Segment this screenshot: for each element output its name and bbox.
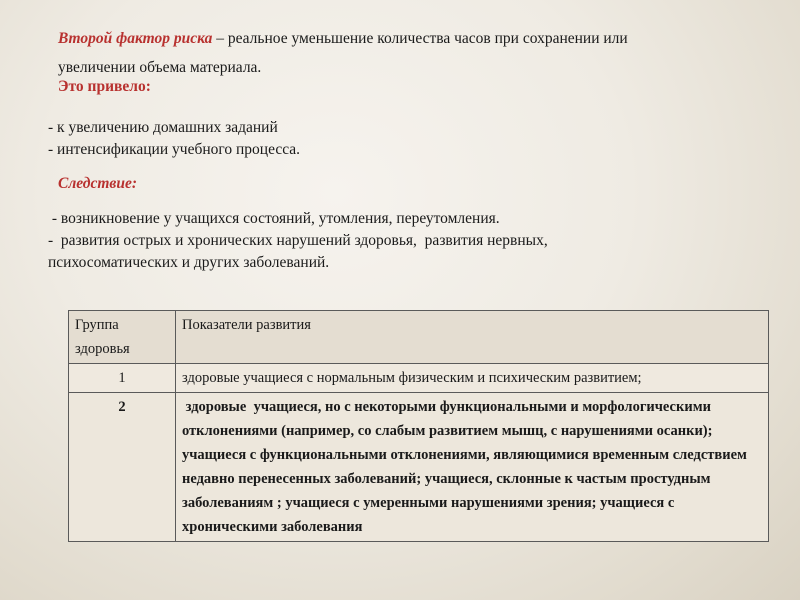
- consequences-list: [48, 208, 548, 274]
- table-header-row: [69, 311, 769, 364]
- effect-item: - к увеличению домашних заданий: [48, 119, 278, 136]
- consequence-heading: Следствие:: [58, 175, 137, 192]
- group-number: 1: [69, 364, 176, 393]
- result-heading: Это привело:: [58, 78, 151, 95]
- table-row: [69, 364, 769, 393]
- risk-factor-title: Второй фактор риска: [58, 30, 213, 47]
- consequence-item: - возникновение у учащихся состояний, утомления, переутомления.: [48, 210, 500, 227]
- health-groups-table: [68, 310, 769, 542]
- risk-factor-text-line1: – реальное уменьшение количества часов при сохранении или: [212, 30, 628, 47]
- group-description: здоровые учащиеся с нормальным физическим и психическим развитием;: [176, 364, 769, 393]
- consequence-item-continuation: психосоматических и других заболеваний.: [48, 254, 330, 271]
- risk-factor-text-line2: увеличении объема материала.: [58, 59, 262, 76]
- header-indicators: Показатели развития: [176, 311, 769, 364]
- group-description: здоровые учащиеся, но с некоторыми функциональными и морфологическими отклонениями (например, со слабым развитием мышц, с нарушениями осанки); учащиеся с функциональными отклонениями, являющимися временным следствием недавно перенесенных заболеваний; учащиеся, склонные к частым простудным заболеваниям ; учащиеся с умеренными нарушениями зрения; учащиеся с хроническими заболевания: [176, 393, 769, 542]
- intro-paragraph: [58, 24, 628, 82]
- header-group: Группа здоровья: [69, 311, 176, 364]
- effects-list: [48, 117, 300, 161]
- table-row: [69, 393, 769, 542]
- effect-item: - интенсификации учебного процесса.: [48, 141, 301, 158]
- group-number: 2: [69, 393, 176, 542]
- consequence-item: - развития острых и хронических нарушений здоровья, развития нервных,: [48, 232, 548, 249]
